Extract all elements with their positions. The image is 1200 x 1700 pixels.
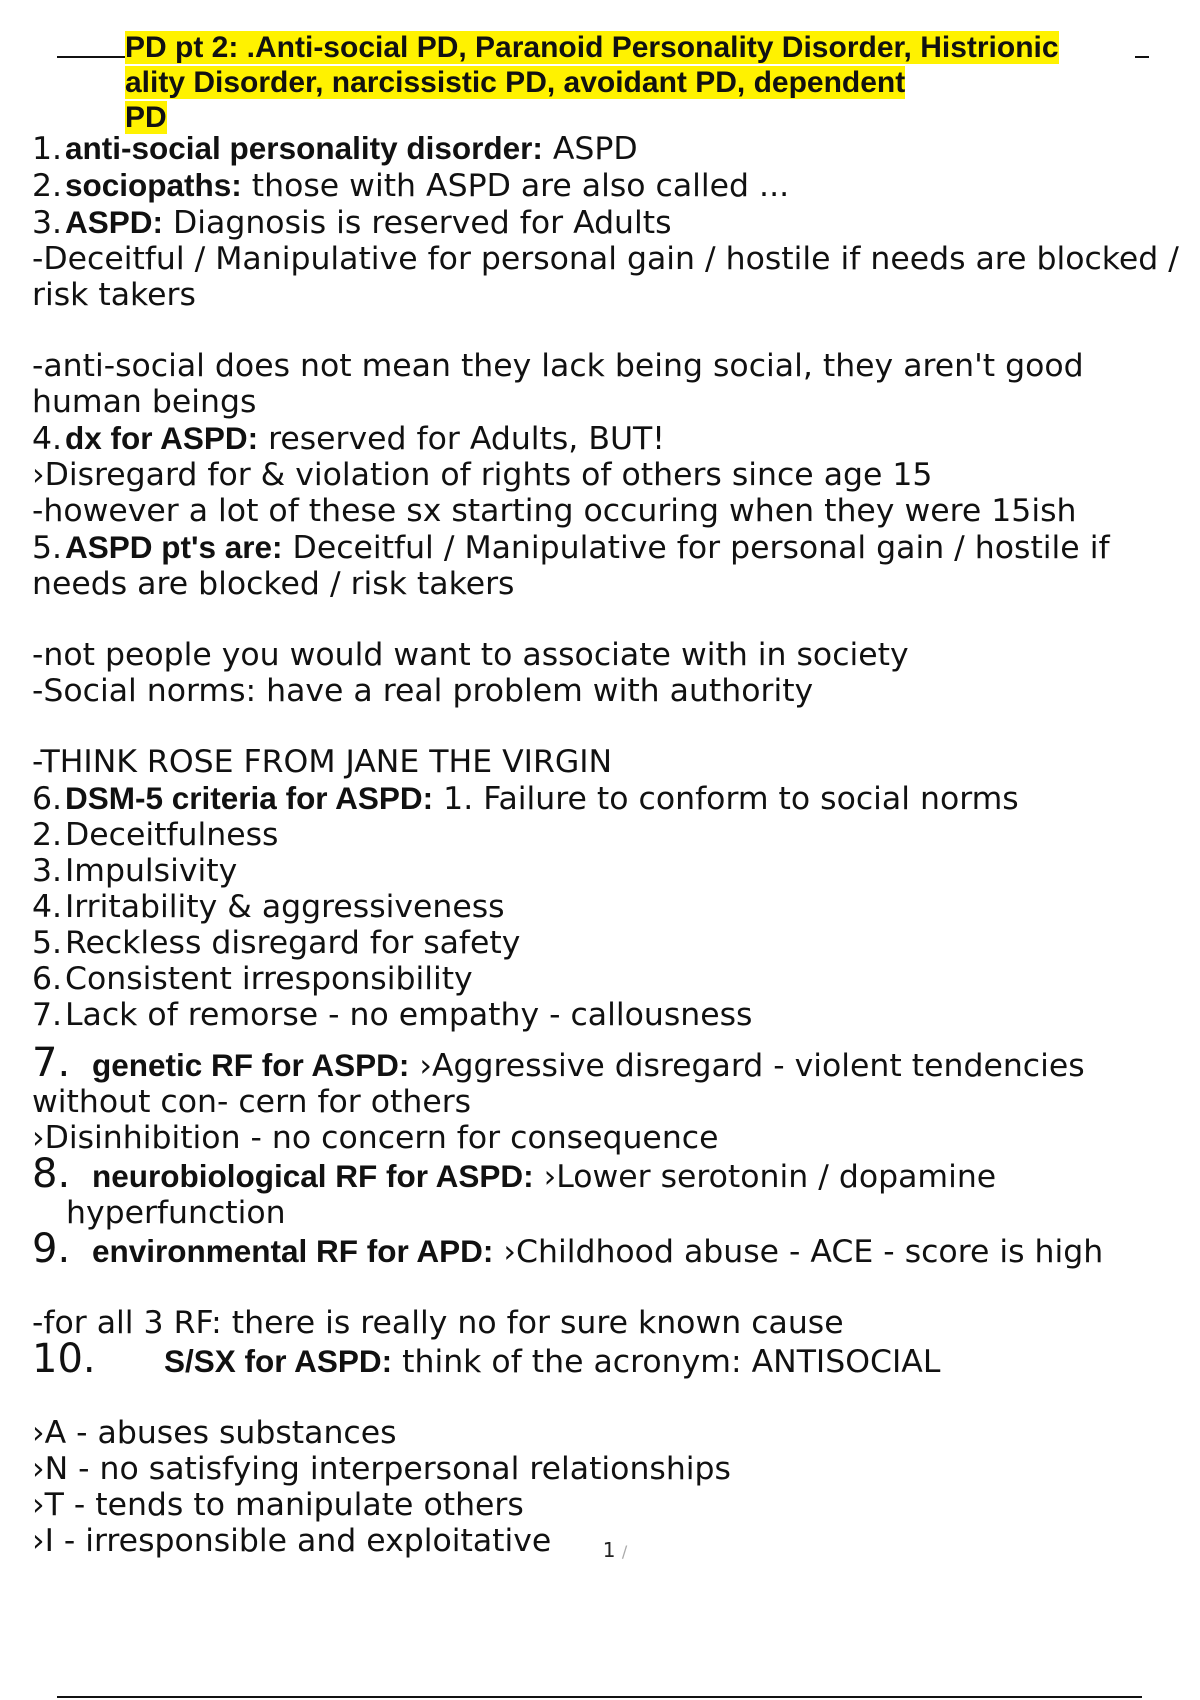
criteria-text: Consistent irresponsibility xyxy=(65,961,473,997)
text-line: -for all 3 RF: there is really no for sure known cause xyxy=(32,1305,844,1341)
item-definition: those with ASPD are also called ... xyxy=(241,168,790,204)
item-5 xyxy=(32,529,1192,566)
item-number: 2. xyxy=(32,168,63,204)
title-line-1: PD pt 2: .Anti-social PD, Paranoid Personality Disorder, Histrionic xyxy=(125,31,1059,64)
title-tail-rule xyxy=(1135,56,1149,58)
item-10 xyxy=(32,1336,1192,1382)
text-line: needs are blocked / risk takers xyxy=(32,566,515,602)
criteria-text: Lack of remorse - no empathy - callousness xyxy=(65,997,753,1033)
text-line: -anti-social does not mean they lack being social, they aren't good xyxy=(32,348,1084,384)
item-2 xyxy=(32,167,1192,204)
acronym-item: ›I - irresponsible and exploitative xyxy=(32,1523,552,1559)
item-term: genetic RF for ASPD: xyxy=(92,1047,410,1083)
item-term: anti-social personality disorder: xyxy=(65,130,543,166)
criteria-number: 4. xyxy=(32,889,63,925)
criteria-number: 5. xyxy=(32,925,63,961)
item-term: dx for ASPD: xyxy=(65,420,259,456)
item-definition: ›Aggressive disregard - violent tendencies xyxy=(409,1048,1085,1084)
text-line: human beings xyxy=(32,384,257,420)
title-line-2: ality Disorder, narcissistic PD, avoidant PD, dependent xyxy=(125,66,906,99)
criteria-item xyxy=(32,889,1192,925)
text-line: ›Disregard for & violation of rights of others since age 15 xyxy=(32,457,933,493)
item-8 xyxy=(32,1151,1192,1197)
criteria-item xyxy=(32,997,1192,1033)
item-definition: ASPD xyxy=(542,131,638,167)
item-term: S/SX for ASPD: xyxy=(164,1343,393,1379)
item-definition: ›Lower serotonin / dopamine xyxy=(533,1159,997,1195)
page-number xyxy=(0,1538,1200,1562)
item-definition: Deceitful / Manipulative for personal gain / hostile if xyxy=(282,530,1110,566)
acronym-item: ›T - tends to manipulate others xyxy=(32,1487,524,1523)
item-number: 7. xyxy=(32,1040,71,1086)
criteria-text: Impulsivity xyxy=(65,853,238,889)
item-definition: think of the acronym: ANTISOCIAL xyxy=(392,1344,941,1380)
criteria-number: 6. xyxy=(32,961,63,997)
item-1 xyxy=(32,130,1192,167)
item-term: DSM-5 criteria for ASPD: xyxy=(65,780,434,816)
page-separator: / xyxy=(621,1542,628,1561)
criteria-item xyxy=(32,817,1192,853)
text-line: risk takers xyxy=(32,277,196,313)
text-line: -however a lot of these sx starting occuring when they were 15ish xyxy=(32,493,1077,529)
text-line: without con- cern for others xyxy=(32,1084,472,1120)
item-9 xyxy=(32,1226,1192,1272)
item-term: environmental RF for APD: xyxy=(92,1233,494,1269)
item-term: ASPD pt's are: xyxy=(65,529,283,565)
criteria-number: 7. xyxy=(32,997,63,1033)
text-line: -not people you would want to associate with in society xyxy=(32,637,909,673)
criteria-number: 3. xyxy=(32,853,63,889)
text-line: -Social norms: have a real problem with authority xyxy=(32,673,814,709)
item-definition: reserved for Adults, BUT! xyxy=(258,421,665,457)
title-line-3: PD xyxy=(125,101,167,134)
item-number: 6. xyxy=(32,781,63,817)
criteria-text: Reckless disregard for safety xyxy=(65,925,521,961)
criteria-text: Irritability & aggressiveness xyxy=(65,889,505,925)
item-3 xyxy=(32,204,1192,241)
item-number: 3. xyxy=(32,205,63,241)
item-number: 4. xyxy=(32,421,63,457)
text-line: hyperfunction xyxy=(66,1195,286,1231)
item-definition: 1. Failure to conform to social norms xyxy=(433,781,1019,817)
footer-rule xyxy=(57,1696,1142,1698)
flashcard-list xyxy=(32,130,1192,1559)
item-number: 5. xyxy=(32,530,63,566)
text-line: -THINK ROSE FROM JANE THE VIRGIN xyxy=(32,744,613,780)
item-7 xyxy=(32,1040,1192,1086)
acronym-item: ›A - abuses substances xyxy=(32,1415,397,1451)
criteria-item xyxy=(32,961,1192,997)
item-number: 9. xyxy=(32,1226,71,1272)
title-text xyxy=(125,30,1135,135)
acronym-item: ›N - no satisfying interpersonal relationships xyxy=(32,1451,731,1487)
item-term: ASPD: xyxy=(65,204,164,240)
criteria-text: Deceitfulness xyxy=(65,817,279,853)
text-line: ›Disinhibition - no concern for consequence xyxy=(32,1120,719,1156)
item-definition: Diagnosis is reserved for Adults xyxy=(163,205,672,241)
item-number: 10. xyxy=(32,1336,96,1382)
item-term: neurobiological RF for ASPD: xyxy=(92,1158,534,1194)
item-6 xyxy=(32,780,1192,817)
item-term: sociopaths: xyxy=(65,167,242,203)
criteria-number: 2. xyxy=(32,817,63,853)
item-4 xyxy=(32,420,1192,457)
page-number-value: 1 xyxy=(602,1538,616,1562)
item-number: 8. xyxy=(32,1151,71,1197)
criteria-item xyxy=(32,925,1192,961)
text-line: -Deceitful / Manipulative for personal gain / hostile if needs are blocked / xyxy=(32,241,1179,277)
item-number: 1. xyxy=(32,131,63,167)
item-definition: ›Childhood abuse - ACE - score is high xyxy=(493,1234,1104,1270)
title-rule xyxy=(57,56,127,58)
criteria-item xyxy=(32,853,1192,889)
